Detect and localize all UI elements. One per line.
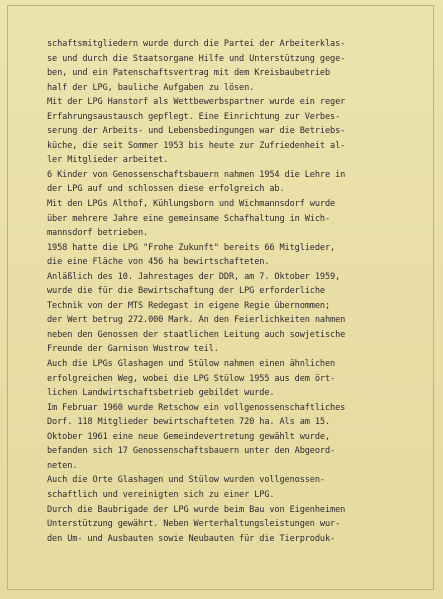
- text-line: lichen Landwirtschaftsbetrieb gebildet wurde.: [47, 388, 275, 399]
- text-line: se und durch die Staatsorgane Hilfe und Unterstützung gege-: [47, 53, 346, 64]
- text-line: Anläßlich des 10. Jahrestages der DDR, am 7. Oktober 1959,: [47, 271, 341, 282]
- text-line: befanden sich 17 Genossenschaftsbauern unter den Abgeord-: [47, 446, 336, 457]
- text-line: mannsdorf betrieben.: [47, 228, 149, 239]
- text-line: Mit den LPGs Althof, Kühlungsborn und Wichmannsdorf wurde: [47, 199, 336, 210]
- text-line: schaftlich und vereinigten sich zu einer LPG.: [47, 489, 275, 500]
- text-line: wurde die für die Bewirtschaftung der LPG erforderliche: [47, 286, 325, 297]
- text-line: 1958 hatte die LPG "Frohe Zukunft" bereits 66 Mitglieder,: [47, 242, 336, 253]
- text-line: der LPG auf und schlossen diese erfolgreich ab.: [47, 184, 285, 195]
- text-line: neben den Genossen der staatlichen Leitung auch sowjetische: [47, 329, 346, 340]
- text-line: Dorf. 118 Mitglieder bewirtschafteten 720 ha. Als am 15.: [47, 417, 331, 428]
- text-line: der Wert betrug 272.000 Mark. An den Feierlichkeiten nahmen: [47, 315, 346, 326]
- text-line: serung der Arbeits- und Lebensbedingungen war die Betriebs-: [47, 126, 346, 137]
- text-line: Erfahrungsaustausch gepflegt. Eine Einrichtung zur Verbes-: [47, 111, 341, 122]
- text-line: Auch die LPGs Glashagen und Stülow nahmen einen ähnlichen: [47, 359, 336, 370]
- text-line: half der LPG, bauliche Aufgaben zu lösen.: [47, 82, 255, 93]
- text-line: Freunde der Garnison Wustrow teil.: [47, 344, 219, 355]
- text-line: schaftsmitgliedern wurde durch die Partei der Arbeiterklas-: [47, 39, 346, 49]
- text-line: 6 Kinder von Genossenschaftsbauern nahmen 1954 die Lehre in: [47, 169, 346, 180]
- text-line: erfolgreichen Weg, wobei die LPG Stülow 1955 aus dem ört-: [47, 373, 336, 384]
- text-line: den Um- und Ausbauten sowie Neubauten für die Tierproduk-: [47, 533, 336, 544]
- text-line: neten.: [47, 460, 78, 471]
- text-line: die eine Fläche von 456 ha bewirtschafteten.: [47, 257, 270, 268]
- text-line: Durch die Baubrigade der LPG wurde beim Bau von Eigenheimen: [47, 504, 346, 515]
- text-line: Auch die Orte Glashagen und Stülow wurden vollgenossen-: [47, 475, 325, 486]
- text-line: Technik von der MTS Redegast in eigene Regie übernommen;: [47, 300, 331, 311]
- text-line: ben, und ein Patenschaftsvertrag mit dem Kreisbaubetrieb: [47, 68, 331, 79]
- text-line: küche, die seit Sommer 1953 bis heute zur Zufriedenheit al-: [47, 140, 346, 151]
- text-line: Im Februar 1960 wurde Retschow ein vollgenossenschaftliches: [47, 402, 346, 413]
- text-line: ler Mitglieder arbeitet.: [47, 155, 169, 166]
- text-line: über mehrere Jahre eine gemeinsame Schafhaltung in Wich-: [47, 213, 331, 224]
- text-line: Mit der LPG Hanstorf als Wettbewerbspartner wurde ein reger: [47, 97, 346, 108]
- typewritten-text: [47, 37, 437, 546]
- text-line: Unterstützung gewährt. Neben Werterhaltungsleistungen wur-: [47, 519, 341, 530]
- text-line: Oktober 1961 eine neue Gemeindevertretung gewählt wurde,: [47, 431, 331, 442]
